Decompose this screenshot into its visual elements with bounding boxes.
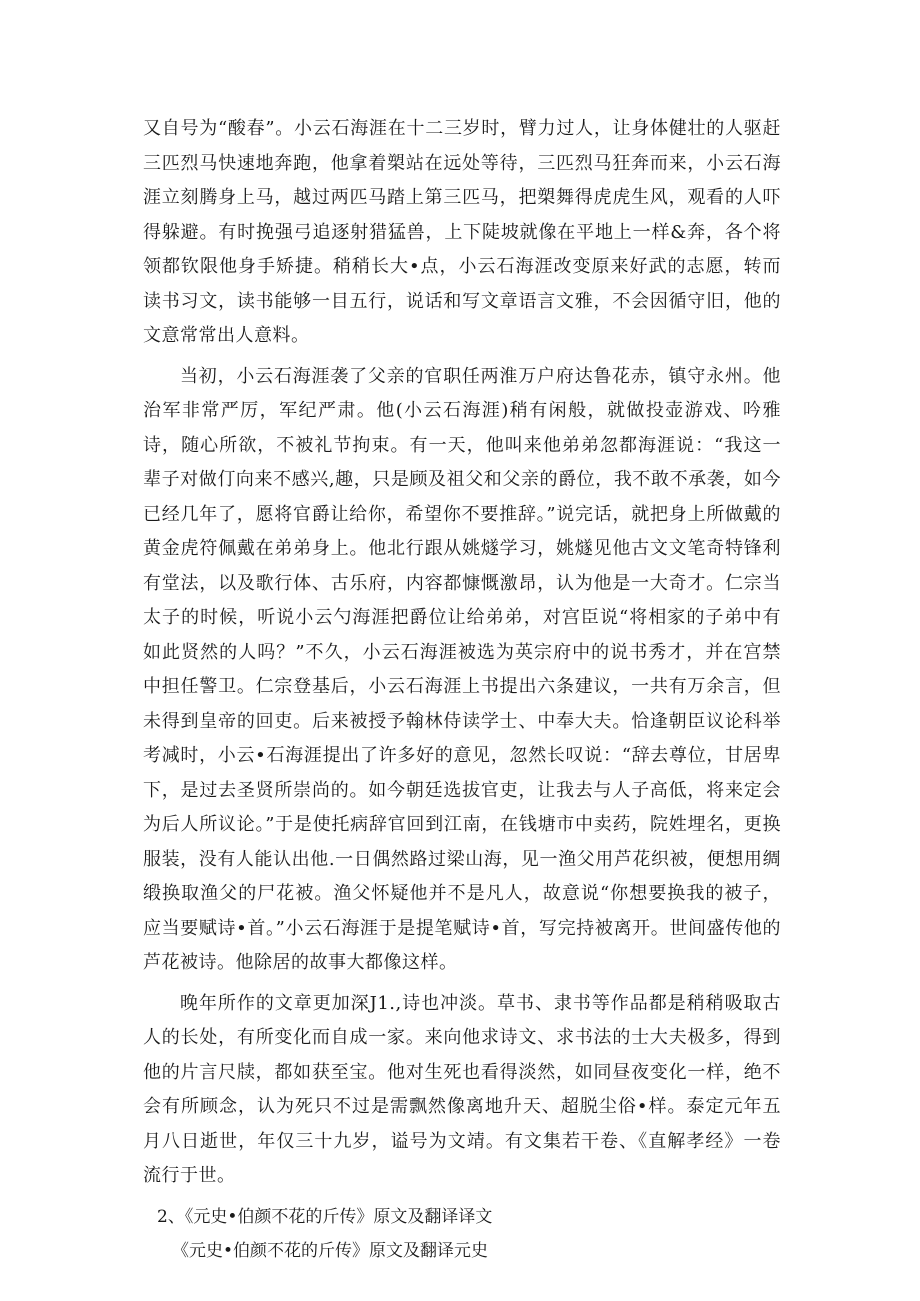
paragraph-3: 晚年所作的文章更加深J1.,诗也冲淡。草书、隶书等作品都是稍稍吸取古人的长处，有所变化而自成一家。来向他求诗文、求书法的士大夫极多，得到他的片言尺牍，都如获至宝。他对生死也看得淡然，如同昼夜变化一样，绝不会有所顾念，认为死只不过是需飘然像离地升天、超脱尘俗•样。泰定元年五月八日逝世，年仅三十九岁，谥号为文靖。有文集若干卷、《直解孝经》一卷流行于世。 bbox=[143, 992, 781, 1186]
paragraph-1: 又自号为“酸春”。小云石海涯在十二三岁时，臂力过人，让身体健壮的人驱赶三匹烈马快速地奔跑，他拿着槊站在远处等待，三匹烈马狂奔而来，小云石海涯立刻腾身上马，越过两匹马踏上第三匹马，把槊舞得虎虎生风，观看的人吓得躲避。有时挽强弓追逐射猎猛兽，上下陡坡就像在平地上一样&奔，各个将领都钦限他身手矫捷。稍稍长大•点，小云石海涯改变原来好武的志愿，转而读书习文，读书能够一目五行，说话和写文章语言文雅，不会因循守旧，他的文意常常出人意料。 bbox=[143, 118, 781, 346]
document-body bbox=[143, 112, 781, 1268]
section-subheading: 《元史•伯颜不花的斤传》原文及翻译元史 bbox=[172, 1240, 489, 1261]
section-heading: 2、《元史•伯颜不花的斤传》原文及翻译译文 bbox=[157, 1206, 493, 1227]
paragraph-2: 当初，小云石海涯袭了父亲的官职任两淮万户府达鲁花赤，镇守永州。他治军非常严厉，军纪严肃。他(小云石海涯)稍有闲般，就做投壶游戏、吟雅诗，随心所欲，不被礼节拘束。有一天，他叫来他弟弟忽都海涯说：“我这一辈子对做仃向来不感兴,趣，只是顾及祖父和父亲的爵位，我不敢不承袭，如今已经几年了，愿将官爵让给你，希望你不要推辞。”说完话，就把身上所做戴的黄金虎符佩戴在弟弟身上。他北行跟从姚燧学习，姚燧见他古文文笔奇特锋利有堂法，以及歌行体、古乐府，内容都慷慨激昂，认为他是一大奇才。仁宗当太子的时候，听说小云勺海涯把爵位让给弟弟，对宫臣说“将相家的子弟中有如此贤然的人吗？”不久，小云石海涯被选为英宗府中的说书秀才，并在宫禁中担任警卫。仁宗登基后，小云石海涯上书提出六条建议，一共有万余言，但未得到皇帝的回吏。后来被授予翰林侍读学士、中奉大夫。恰逢朝臣议论科举考减时，小云•石海涯提出了许多好的意见，忽然长叹说：“辞去尊位，甘居卑下，是过去圣贤所崇尚的。如今朝廷选拔官吏，让我去与人子高低，将来定会为后人所议论。”于是使托病辞官回到江南，在钱塘市中卖药，院姓埋名，更换服装，没有人能认出他.一日偶然路过梁山海，见一渔父用芦花织被，便想用绸缎换取渔父的尸花被。渔父怀疑他并不是凡人，故意说“你想要换我的被子，应当要赋诗•首。”小云石海涯于是提笔赋诗•首，写完持被离开。世间盛传他的芦花被诗。他除居的故事大都像这样。 bbox=[143, 365, 781, 973]
